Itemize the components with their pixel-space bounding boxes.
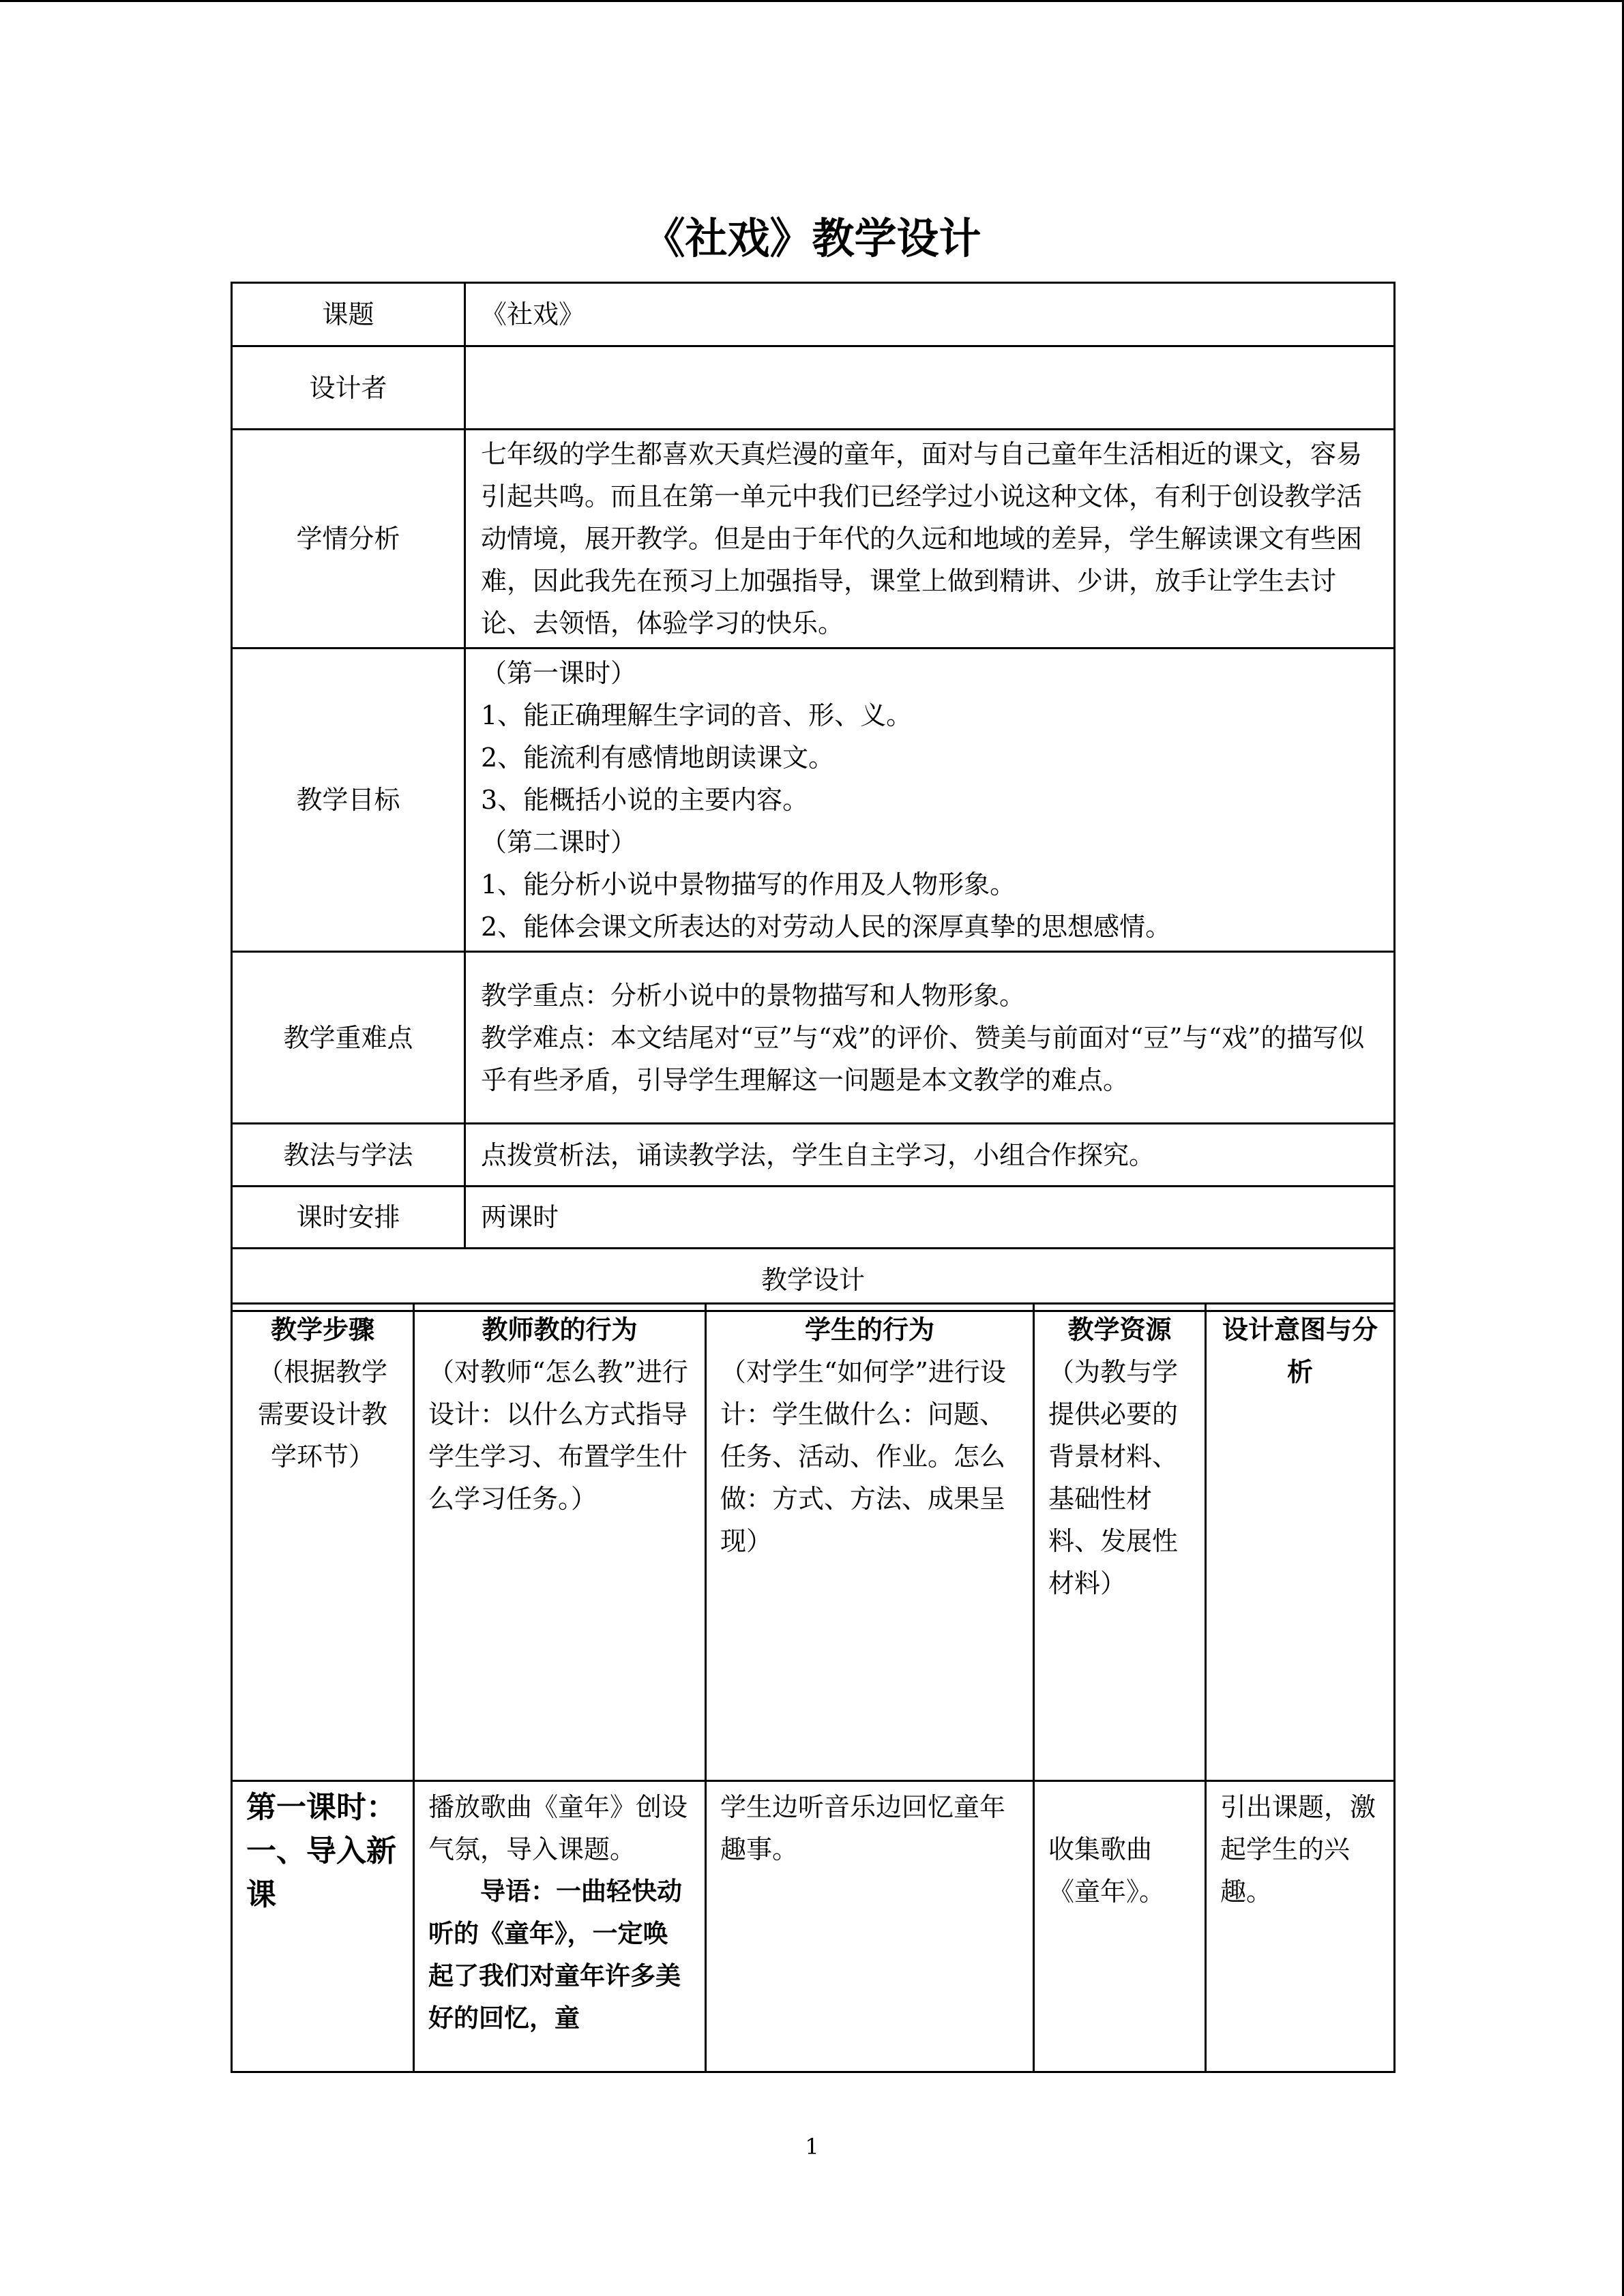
difficulty-line: 教学难点：本文结尾对“豆”与“戏”的评价、赞美与前面对“豆”与“戏”的描写似乎有些矛盾，引导学生理解这一问题是本文教学的难点。 — [481, 1022, 1365, 1095]
info-row-objectives — [232, 648, 1395, 952]
lesson-info-table — [231, 282, 1396, 1312]
intent-text: 引出课题，激起学生的兴趣。 — [1220, 1792, 1376, 1907]
info-value-topic: 《社戏》 — [465, 283, 1395, 346]
column-heading: 设计意图与分析 — [1222, 1314, 1378, 1387]
design-header-row — [232, 1304, 1395, 1781]
column-heading: 教学资源 — [1067, 1314, 1172, 1345]
student-action-cell — [706, 1781, 1034, 2072]
design-section-header: 教学设计 — [232, 1249, 1395, 1311]
column-description: （根据教学需要设计教学环节） — [257, 1357, 387, 1472]
objective-line: 2、能流利有感情地朗读课文。 — [481, 743, 835, 773]
objective-line: （第一课时） — [481, 658, 637, 688]
column-header-student — [706, 1304, 1034, 1781]
info-label-key-points: 教学重难点 — [232, 952, 465, 1124]
resource-cell — [1034, 1781, 1206, 2072]
objective-line: 1、能分析小说中景物描写的作用及人物形象。 — [481, 869, 1016, 899]
info-label-designer: 设计者 — [232, 346, 465, 430]
column-header-resources — [1034, 1304, 1206, 1781]
column-description: （为教与学提供必要的背景材料、基础性材料、发展性材料） — [1048, 1357, 1179, 1598]
info-row-key-points — [232, 952, 1395, 1124]
info-row-design-header — [232, 1249, 1395, 1311]
page-top-border — [0, 0, 1624, 2]
column-header-intent — [1206, 1304, 1395, 1781]
info-value-schedule: 两课时 — [465, 1187, 1395, 1249]
column-header-steps — [232, 1304, 414, 1781]
step-cell — [232, 1781, 414, 2072]
objective-line: 2、能体会课文所表达的对劳动人民的深厚真挚的思想感情。 — [481, 912, 1172, 942]
teacher-action-text: 播放歌曲《童年》创设气氛，导入课题。 — [428, 1792, 688, 1864]
teaching-design-table — [231, 1302, 1396, 2073]
info-row-schedule — [232, 1187, 1395, 1249]
teacher-guide-text: 导语：一曲轻快动听的《童年》，一定唤起了我们对童年许多美好的回忆，童 — [428, 1877, 682, 2033]
objective-line: （第二课时） — [481, 827, 637, 857]
info-value-analysis: 七年级的学生都喜欢天真烂漫的童年，面对与自己童年生活相近的课文，容易引起共鸣。而且在第一单元中我们已经学过小说这种文体，有利于创设教学活动情境，展开教学。但是由于年代的久远和地域的差异，学生解读课文有些困难，因此我先在预习上加强指导，课堂上做到精讲、少讲，放手让学生去讨论、去领悟，体验学习的快乐。 — [465, 430, 1395, 648]
design-row-intro — [232, 1781, 1395, 2072]
document-title: 《社戏》教学设计 — [643, 213, 981, 263]
info-label-analysis: 学情分析 — [232, 430, 465, 648]
objective-line: 1、能正确理解生字词的音、形、义。 — [481, 700, 913, 730]
info-row-analysis — [232, 430, 1395, 648]
objective-line: 3、能概括小说的主要内容。 — [481, 785, 809, 815]
column-heading: 学生的行为 — [804, 1314, 934, 1345]
info-value-methods: 点拨赏析法，诵读教学法，学生自主学习，小组合作探究。 — [465, 1124, 1395, 1187]
intent-cell — [1206, 1781, 1395, 2072]
info-row-topic — [232, 283, 1395, 346]
page-number: 1 — [805, 2134, 819, 2160]
info-row-methods — [232, 1124, 1395, 1187]
info-label-topic: 课题 — [232, 283, 465, 346]
info-row-designer — [232, 346, 1395, 430]
student-action-text: 学生边听音乐边回忆童年趣事。 — [720, 1792, 1006, 1864]
resource-text: 收集歌曲《童年》。 — [1048, 1834, 1166, 1907]
key-point-line: 教学重点：分析小说中的景物描写和人物形象。 — [481, 980, 1026, 1011]
column-description: （对教师“怎么教”进行设计：以什么方式指导学生学习、布置学生什么学习任务。） — [428, 1357, 688, 1514]
lesson-step-title: 第一课时：一、导入新课 — [246, 1790, 396, 1912]
teacher-action-cell — [414, 1781, 706, 2072]
column-header-teacher — [414, 1304, 706, 1781]
column-heading: 教学步骤 — [270, 1314, 374, 1345]
info-value-key-points — [465, 952, 1395, 1124]
column-heading: 教师教的行为 — [482, 1314, 638, 1345]
info-label-objectives: 教学目标 — [232, 648, 465, 952]
info-label-methods: 教法与学法 — [232, 1124, 465, 1187]
info-value-designer — [465, 346, 1395, 430]
info-label-schedule: 课时安排 — [232, 1187, 465, 1249]
info-value-objectives — [465, 648, 1395, 952]
column-description: （对学生“如何学”进行设计：学生做什么：问题、任务、活动、作业。怎么做：方式、方法、成果呈现） — [720, 1357, 1006, 1556]
